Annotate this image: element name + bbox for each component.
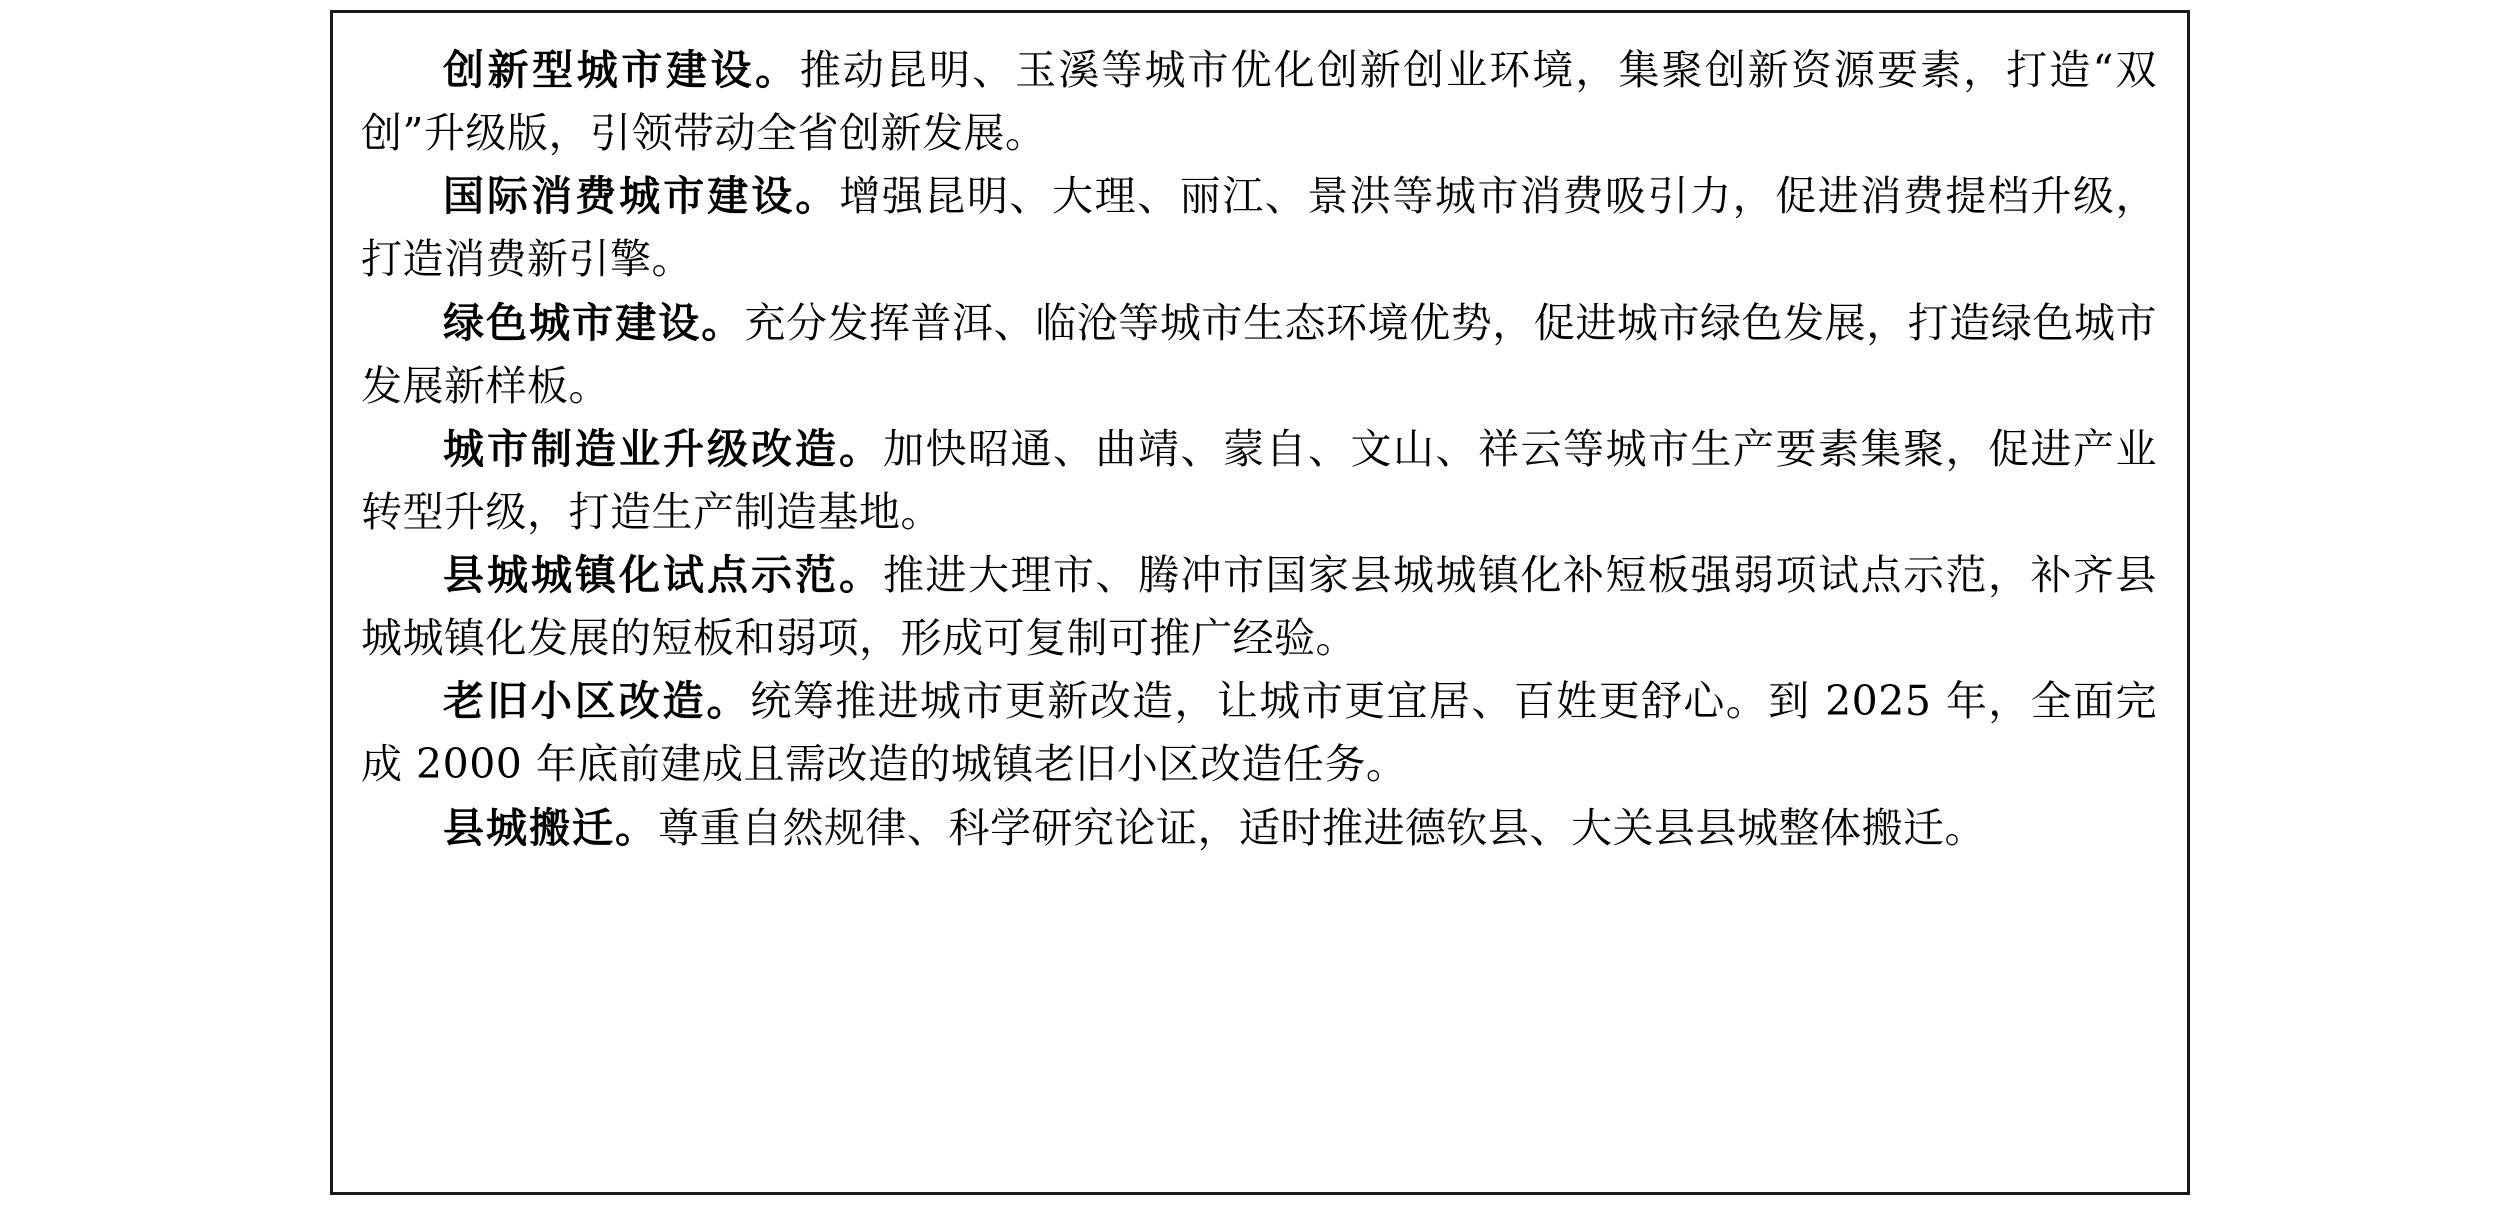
paragraph-body: 增强昆明、大理、丽江、景洪等城市消费吸引力，促进消费提档升级，打造消费新引擎。 bbox=[361, 172, 2158, 284]
paragraph bbox=[361, 544, 2157, 670]
paragraph-body: 尊重自然规律、科学研究论证，适时推进德钦县、大关县县城整体搬迁。 bbox=[658, 803, 1986, 852]
paragraph-body: 推动昆明、玉溪等城市优化创新创业环境，集聚创新资源要素，打造“双创”升级版，引领带动全省创新发展。 bbox=[361, 46, 2157, 158]
document-content bbox=[333, 13, 2187, 860]
paragraph-body: 统筹推进城市更新改造，让城市更宜居、百姓更舒心。到 2025 年，全面完成 2000 年底前建成且需改造的城镇老旧小区改造任务。 bbox=[361, 677, 2158, 789]
paragraph bbox=[361, 670, 2157, 796]
paragraph-lead: 创新型城市建设。 bbox=[443, 46, 800, 94]
paragraph-body: 推进大理市、腾冲市国家县城城镇化补短板强弱项试点示范，补齐县城城镇化发展的短板和弱项，形成可复制可推广经验。 bbox=[361, 551, 2157, 663]
paragraph-lead: 老旧小区改造。 bbox=[443, 677, 751, 726]
paragraph bbox=[361, 797, 2157, 860]
paragraph bbox=[361, 418, 2157, 544]
paragraph-lead: 绿色城市建设。 bbox=[443, 298, 745, 347]
document-text-box bbox=[330, 10, 2190, 1195]
paragraph-body: 加快昭通、曲靖、蒙自、文山、祥云等城市生产要素集聚，促进产业转型升级，打造生产制造基地。 bbox=[361, 424, 2157, 536]
paragraph-lead: 国际消费城市建设。 bbox=[443, 172, 840, 221]
paragraph bbox=[361, 165, 2157, 291]
paragraph-lead: 县城搬迁。 bbox=[443, 803, 658, 852]
paragraph-body: 充分发挥普洱、临沧等城市生态环境优势，促进城市绿色发展，打造绿色城市发展新样板。 bbox=[361, 298, 2158, 410]
paragraph-lead: 县城城镇化试点示范。 bbox=[443, 551, 883, 599]
paragraph bbox=[361, 292, 2157, 418]
paragraph-lead: 城市制造业升级改造。 bbox=[443, 424, 883, 473]
paragraph bbox=[361, 39, 2157, 165]
